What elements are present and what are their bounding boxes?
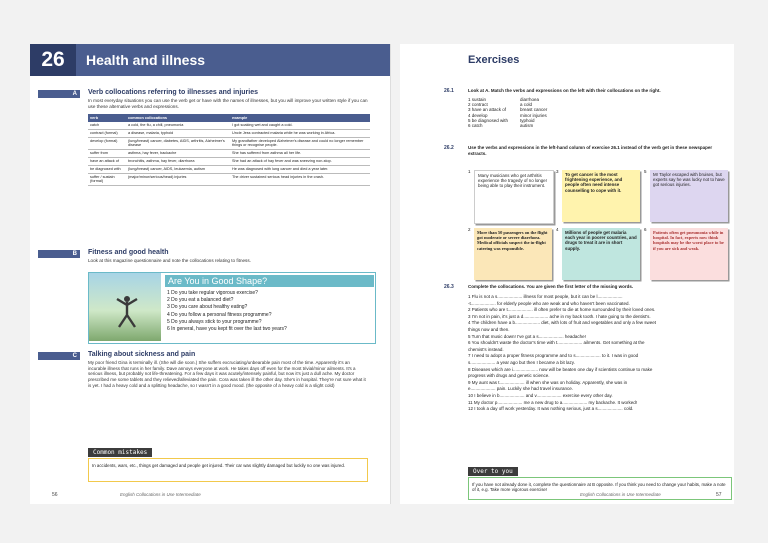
list-item: 8 Diseases which are i.................... now will be beaten one day if scientists continue to make (468, 366, 653, 372)
table-cell: (lung/breast) cancer, AIDS, leukaemia, autism (126, 165, 230, 173)
list-item: 3 Do you care about healthy eating? (167, 304, 248, 311)
section-tag-c: C (38, 352, 80, 360)
list-item: things now and then. (468, 326, 510, 332)
news-clipping: To get cancer is the most frightening experience, and people often need intense counselling to cope with it. (562, 170, 640, 222)
section-c-title: Talking about sickness and pain (88, 351, 196, 358)
list-item: -t.................... for elderly people who are weak and who haven't been vaccinated. (468, 300, 630, 306)
exercise-number: 26.2 (444, 145, 454, 151)
questionnaire-list (167, 290, 287, 333)
list-item: s.................... a year ago but then I became a bit lazy. (468, 359, 575, 365)
page-number: 56 (52, 492, 58, 498)
list-item: 5 Turn that music down! I've got a s.................... headache! (468, 333, 586, 339)
list-item: diarrhoea (520, 97, 540, 102)
news-clipping: Patients often get pneumonia while in hospital. In fact, experts now think hospitals may be the worst place to be if you are sick and weak. (650, 228, 728, 280)
table-cell: She has suffered from asthma all her life. (230, 150, 370, 158)
list-item: 4 Do you follow a personal fitness programme? (167, 311, 272, 318)
list-item: 2 contract (468, 102, 488, 108)
list-item: 2 Patients who are t.................... ill often prefer to die at home surrounded by their loved ones. (468, 307, 656, 313)
news-clipping: Mr Taylor escaped with bruises, but experts say he was lucky not to have got serious injuries. (650, 170, 728, 222)
table-cell: She had an attack of hay fever and was sneezing non-stop. (230, 157, 370, 165)
list-item: 3 have an attack of (468, 107, 507, 113)
exercise-number: 26.3 (444, 284, 454, 290)
table-header: verb (88, 114, 126, 122)
list-item: 6 In general, have you kept fit over the last two years? (167, 326, 287, 333)
list-item: 9 My aunt was t.................... ill when she was on holiday. Apparently, she was in (468, 379, 628, 385)
exercise-photo (89, 273, 161, 341)
common-mistakes-heading: Common mistakes (88, 448, 152, 457)
exercise-instruction: Look at A. Match the verbs and expressions on the left with their collocations on the right. (468, 88, 661, 93)
list-item: 3 I'm not in pain, it's just a d.................... ache in my back tooth. I hate going to the dentist's. (468, 313, 651, 319)
table-cell: contract (formal) (88, 129, 126, 137)
list-item: typhoid (520, 117, 535, 123)
table-cell: a cold, the flu, a chill, pneumonia (126, 122, 230, 129)
table-cell: My grandfather developed Alzheimer's disease and could no longer remember things or recognise people. (230, 137, 370, 150)
table-row (88, 165, 370, 173)
table-cell: (lung/breast) cancer, diabetes, AIDS, arthritis, Alzheimer's disease (126, 137, 230, 150)
unit-header (30, 44, 390, 76)
list-item: 11 My doctor p.................... me a new drug to a.................... my backache. It worked! (468, 399, 637, 405)
list-item: 5 Do you always stick to your programme? (167, 318, 262, 325)
section-b-intro: Look at this magazine questionnaire and note the collocations relating to fitness. (88, 258, 251, 263)
section-a-intro: In most everyday situations you can use the verb get or have with the names of illnesses, but you will improve your written style if you can use these alternative verbs and expressions. (88, 98, 368, 109)
list-item: 12 I took a day off work yesterday. It was nothing serious, just a s.................... cold. (468, 406, 634, 412)
list-item: chemist's instead. (468, 346, 504, 352)
list-item: 6 You shouldn't waste the doctor's time with t.................... ailments. Get something at the (468, 340, 645, 346)
table-row (88, 150, 370, 158)
table-cell: Uncle Jess contracted malaria while he was working in Africa. (230, 129, 370, 137)
clipping-number: 4 (556, 227, 559, 232)
unit-number: 26 (30, 44, 76, 76)
clipping-number: 3 (556, 169, 559, 174)
table-cell: have an attack of (88, 157, 126, 165)
list-item: 7 I need to adopt a proper fitness programme and to s.................... to it. I was in good (468, 353, 639, 359)
completion-list (468, 294, 730, 413)
footer: English Collocations in Use Intermediate (120, 492, 201, 497)
list-item: 4 develop (468, 112, 488, 118)
clipping-number: 5 (644, 169, 647, 174)
section-b-title: Fitness and good health (88, 249, 169, 256)
table-cell: suffer from (88, 150, 126, 158)
list-item: minor injuries (520, 112, 547, 118)
exercise-number: 26.1 (444, 88, 454, 94)
table-row (88, 137, 370, 150)
table-cell: a disease, malaria, typhoid (126, 129, 230, 137)
list-item: 1 sustain (468, 97, 487, 102)
table-cell: (major/minor/serious/head) injuries (126, 173, 230, 186)
section-a-title: Verb collocations referring to illnesses and injuries (88, 89, 258, 96)
table-cell: I got soaking wet and caught a cold. (230, 122, 370, 129)
collocation-table (88, 114, 370, 186)
over-to-you-text: If you have not already done it, complete the questionnaire at B opposite. If you think you need to change your habits, make a note of it, e.g. Take more vigorous exercise! (472, 482, 726, 493)
table-cell: catch (88, 122, 126, 129)
news-clipping: Many musicians who get arthritis experience the tragedy of no longer being able to play their instrument. (474, 170, 554, 224)
page-number: 57 (716, 492, 722, 498)
exercises-header (400, 44, 734, 76)
footer: English Collocations in Use Intermediate (580, 492, 661, 497)
questionnaire-title: Are You in Good Shape? (165, 275, 374, 287)
table-header: common collocations (126, 114, 230, 122)
questionnaire-box (88, 272, 376, 344)
table-cell: bronchitis, asthma, hay fever, diarrhoea (126, 157, 230, 165)
clipping-number: 1 (468, 169, 471, 174)
match-right-list (520, 97, 547, 128)
list-item: breast cancer (520, 107, 548, 113)
table-cell: He was diagnosed with lung cancer and died a year later. (230, 165, 370, 173)
list-item: a cold (520, 102, 533, 108)
over-to-you-heading: Over to you (468, 467, 518, 476)
common-mistakes-box (88, 458, 368, 482)
table-header: example (230, 114, 370, 122)
list-item: autism (520, 123, 534, 129)
exercises-title: Exercises (468, 54, 520, 66)
list-item: 2 Do you eat a balanced diet? (167, 297, 234, 304)
table-row (88, 122, 370, 129)
section-tag-b: B (38, 250, 80, 258)
exercise-instruction: Complete the collocations. You are given the first letter of the missing words. (468, 284, 634, 289)
exercise-instruction: Use the verbs and expressions in the left-hand column of exercise 26.1 instead of the verb get in these newspaper extracts. (468, 145, 713, 156)
woman-stretching-icon (115, 295, 139, 329)
section-tag-a: A (38, 90, 80, 98)
section-c-text: My poor friend Gina is terminally ill. (She will die soon.) She suffers excruciating/unbearable pain most of the time. Apparently it's an incurable illness that runs in her family. Dave annoys everyone at work. He takes days off even for the most trivial/minor ailments. It's a serious illness, but probably not life-threatening. For a few days it was acutely/intensely painful, but now it's just a dull ache. My doctor prescribed me some tablets and they relieved/alleviated the pain. Cora was taken ill the other day. She's in hospital. They're not sure what it is yet. I had a heavy cold and a splitting headache, so I wasn't in a good mood. (the opposite of a heavy cold is a slight cold) (88, 360, 366, 388)
list-item: 10 I believe in b.................... and v.................... exercise every other day. (468, 392, 613, 398)
table-cell: suffer / sustain (formal) (88, 173, 126, 186)
list-item: progress with drugs and genetic science. (468, 373, 550, 379)
table-row (88, 173, 370, 186)
common-mistakes-text: In accidents, wars, etc., things get damaged and people get injured. Their car was slightly damaged but luckily no one was injured. (92, 463, 346, 468)
clipping-number: 6 (644, 227, 647, 232)
table-cell: be diagnosed with (88, 165, 126, 173)
left-page (30, 44, 390, 504)
match-left-list (468, 97, 508, 128)
table-row (88, 157, 370, 165)
table-cell: develop (formal) (88, 137, 126, 150)
right-page (400, 44, 734, 504)
list-item: 1 Do you take regular vigorous exercise? (167, 290, 258, 296)
news-clipping: More than 50 passengers on the flight got moderate or severe diarrhoea. Medical officials suspect the in-flight catering was responsible. (474, 228, 552, 280)
table-row (88, 129, 370, 137)
table-cell: The driver sustained serious head injuries in the crash. (230, 173, 370, 186)
list-item: 6 catch (468, 123, 483, 129)
list-item: 5 be diagnosed with (468, 117, 509, 123)
table-cell: asthma, hay fever, backache (126, 150, 230, 158)
list-item: e.................... pain. Luckily she had travel insurance. (468, 386, 574, 392)
unit-title: Health and illness (86, 52, 206, 68)
news-clipping: Millions of people get malaria each year in poorer countries, and drugs to treat it are in short supply. (562, 228, 640, 280)
list-item: 1 Flu is not a s.................... illness for most people, but it can be l.................... (468, 294, 623, 299)
clipping-number: 2 (468, 227, 471, 232)
list-item: 4 The children have a b.................... diet, with lots of fruit and vegetables and only a few sweet (468, 320, 657, 326)
